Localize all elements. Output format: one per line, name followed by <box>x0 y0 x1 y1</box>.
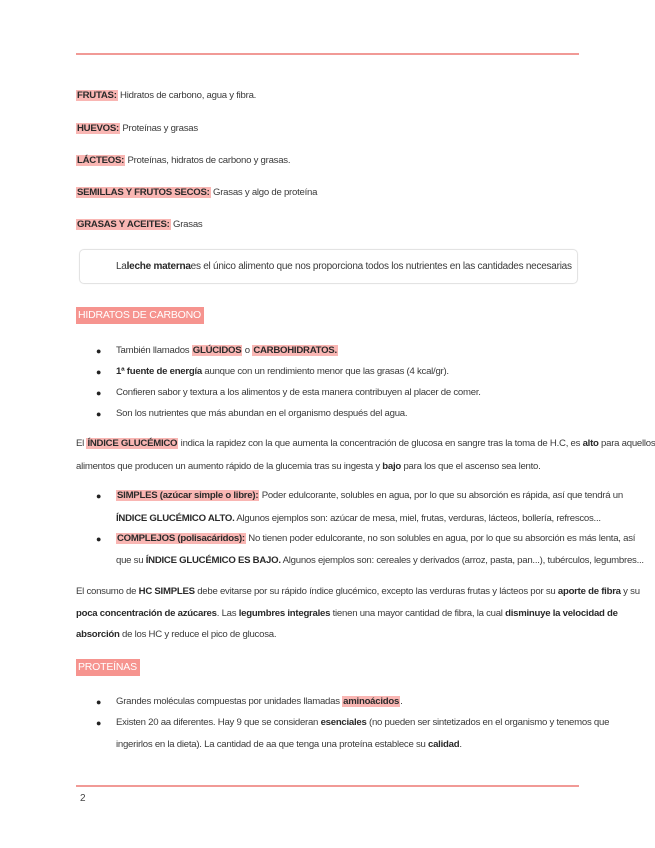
food-line-dairy: LÁCTEOS: Proteínas, hidratos de carbono y grasas. <box>77 155 291 166</box>
consumption-paragraph-line2: poca concentración de azúcares. Las legumbres integrales tienen una mayor cantidad de fibra, la cual disminuye la velocidad de <box>76 608 618 619</box>
food-line-seeds: SEMILLAS Y FRUTOS SECOS: Grasas y algo de proteína <box>77 187 318 198</box>
bullet-icon: ● <box>96 491 102 501</box>
bullet-proteins-amino: Grandes moléculas compuestas por unidades llamadas aminoácidos. <box>116 696 403 707</box>
glycemic-index-paragraph-line1: El ÍNDICE GLUCÉMICO indica la rapidez con la que aumenta la concentración de glucosa en sangre tras la toma de H.C, es alto para aquellos <box>76 438 655 449</box>
complex-carbs-line1: COMPLEJOS (polisacáridos): No tienen poder edulcorante, no son solubles en agua, por lo que su absorción es más lenta, así <box>117 533 636 544</box>
consumption-paragraph-line3: absorción de los HC y reduce el pico de glucosa. <box>76 629 277 640</box>
note-box: La leche materna es el único alimento que nos proporciona todos los nutrientes en las cantidades necesarias <box>79 249 578 284</box>
simple-carbs-line2: ÍNDICE GLUCÉMICO ALTO. Algunos ejemplos son: azúcar de mesa, miel, frutas, verduras, lácteos, bollería, refrescos... <box>116 513 601 524</box>
bullet-carbs-abundance: Son los nutrientes que más abundan en el organismo después del agua. <box>116 408 408 419</box>
bullet-proteins-essential-line2: ingerirlos en la dieta). La cantidad de aa que tenga una proteína establece su calidad. <box>116 739 462 750</box>
food-line-fruits: FRUTAS: Hidratos de carbono, agua y fibra. <box>77 90 257 101</box>
bullet-carbs-energy: 1ª fuente de energía aunque con un rendimiento menor que las grasas (4 kcal/gr). <box>116 366 449 377</box>
page-number: 2 <box>80 793 86 804</box>
section-title-proteins: PROTEÍNAS <box>76 659 140 676</box>
food-line-fats: GRASAS Y ACEITES: Grasas <box>77 219 203 230</box>
consumption-paragraph-line1: El consumo de HC SIMPLES debe evitarse por su rápido índice glucémico, excepto las verduras frutas y lácteos por su aporte de fibra y su <box>76 586 640 597</box>
bullet-carbs-flavor: Confieren sabor y textura a los alimentos y de esta manera contribuyen al placer de comer. <box>116 387 481 398</box>
food-line-eggs: HUEVOS: Proteínas y grasas <box>77 123 198 134</box>
simple-carbs-line1: SIMPLES (azúcar simple o libre): Poder edulcorante, solubles en agua, por lo que su absorción es rápida, así que tendrá un <box>117 490 623 501</box>
bullet-proteins-essential-line1: Existen 20 aa diferentes. Hay 9 que se consideran esenciales (no pueden ser sintetizados en el organismo y tenemos que <box>116 717 610 728</box>
bullet-icon: ● <box>96 367 102 377</box>
bullet-icon: ● <box>96 409 102 419</box>
complex-carbs-line2: que su ÍNDICE GLUCÉMICO ES BAJO. Algunos ejemplos son: cereales y derivados (arroz, pasta, pan...), tubérculos, legumbres... <box>116 555 644 566</box>
bullet-carbs-names: También llamados GLÚCIDOS o CARBOHIDRATOS. <box>116 345 337 356</box>
bullet-icon: ● <box>96 718 102 728</box>
bullet-icon: ● <box>96 388 102 398</box>
header-rule <box>76 53 579 55</box>
glycemic-index-paragraph-line2: alimentos que producen un aumento rápido de la glucemia tras su ingesta y bajo para los que el ascenso sea lento. <box>76 461 541 472</box>
bullet-icon: ● <box>96 697 102 707</box>
bullet-icon: ● <box>96 534 102 544</box>
bullet-icon: ● <box>96 346 102 356</box>
section-title-carbohydrates: HIDRATOS DE CARBONO <box>76 307 204 324</box>
footer-rule <box>76 785 579 787</box>
